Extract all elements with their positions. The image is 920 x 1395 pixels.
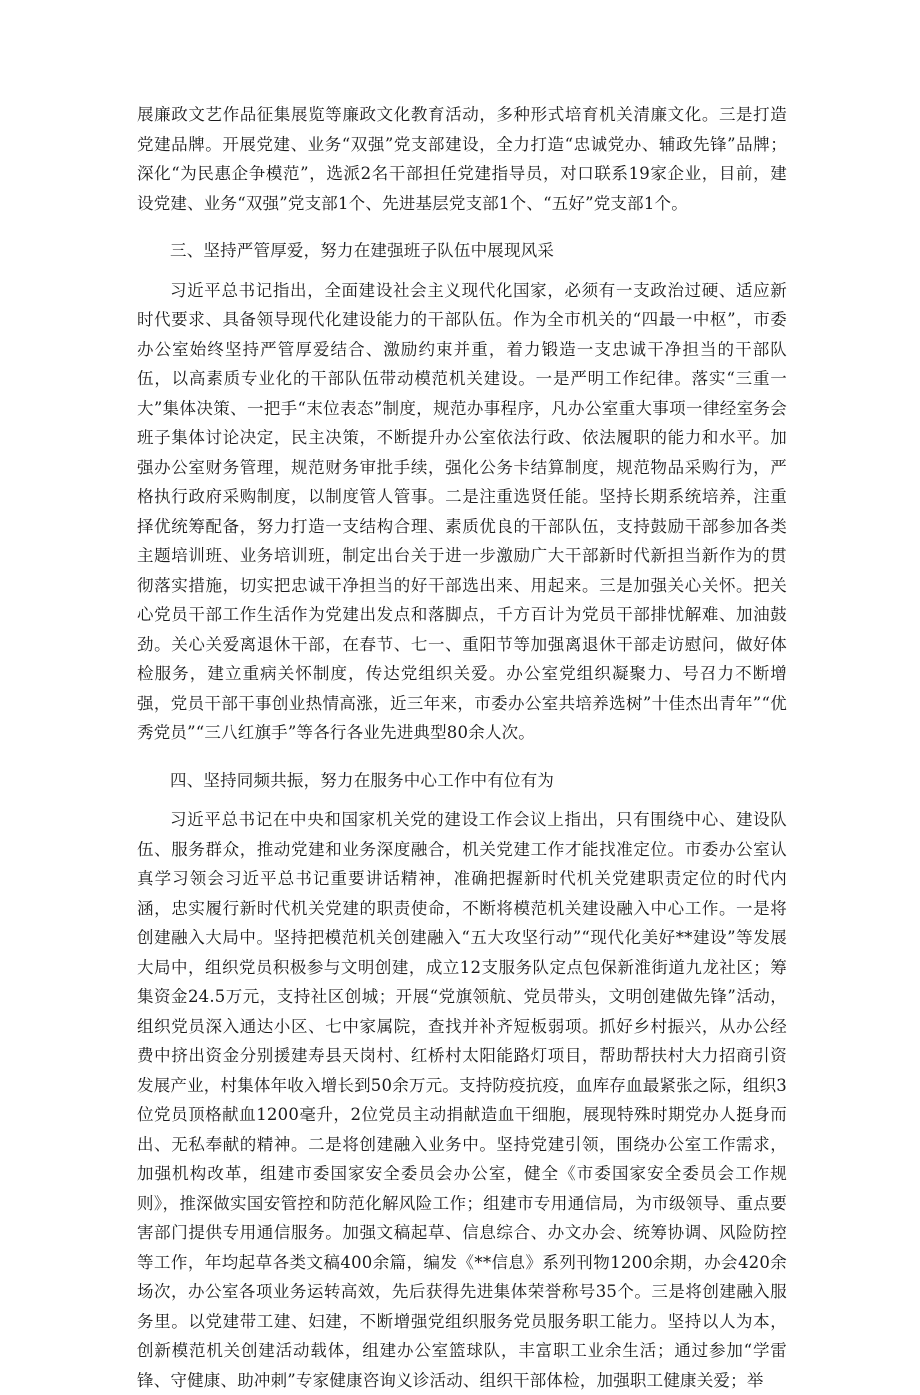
section-heading-three: 三、坚持严管厚爱，努力在建强班子队伍中展现风采 bbox=[170, 241, 555, 260]
paragraph-continuation: 展廉政文艺作品征集展览等廉政文化教育活动，多种形式培育机关清廉文化。三是打造党建品牌。开展党建、业务“双强”党支部建设，全力打造“忠诚党办、辅政先锋”品牌；深化“为民惠企争模范”，选派2名干部担任党建指导员，对口联系19家企业，目前，建设党建、业务“双强”党支部1个、先进基层党支部1个、“五好”党支部1个。 bbox=[137, 105, 787, 213]
document-page bbox=[137, 100, 787, 1395]
paragraph-section-three: 习近平总书记指出，全面建设社会主义现代化国家，必须有一支政治过硬、适应新时代要求、具备领导现代化建设能力的干部队伍。作为全市机关的“四最一中枢”，市委办公室始终坚持严管厚爱结合、激励约束并重，着力锻造一支忠诚干净担当的干部队伍，以高素质专业化的干部队伍带动模范机关建设。一是严明工作纪律。落实“三重一大”集体决策、一把手“末位表态”制度，规范办事程序，凡办公室重大事项一律经室务会班子集体讨论决定，民主决策，不断提升办公室依法行政、依法履职的能力和水平。加强办公室财务管理，规范财务审批手续，强化公务卡结算制度，规范物品采购行为，严格执行政府采购制度，以制度管人管事。二是注重选贤任能。坚持长期系统培养，注重择优统筹配备，努力打造一支结构合理、素质优良的干部队伍，支持鼓励干部参加各类主题培训班、业务培训班，制定出台关于进一步激励广大干部新时代新担当新作为的贯彻落实措施，切实把忠诚干净担当的好干部选出来、用起来。三是加强关心关怀。把关心党员干部工作生活作为党建出发点和落脚点，千方百计为党员干部排忧解难、加油鼓劲。关心关爱离退休干部，在春节、七一、重阳节等加强离退休干部走访慰问，做好体检服务，建立重病关怀制度，传达党组织关爱。办公室党组织凝聚力、号召力不断增强，党员干部干事创业热情高涨，近三年来，市委办公室共培养选树”十佳杰出青年”“优秀党员”“三八红旗手”等各行各业先进典型80余人次。 bbox=[137, 280, 787, 742]
paragraph-section-four: 习近平总书记在中央和国家机关党的建设工作会议上指出，只有围绕中心、建设队伍、服务群众，推动党建和业务深度融合，机关党建工作才能找准定位。市委办公室认真学习领会习近平总书记重要讲话精神，准确把握新时代机关党建职责定位的时代内涵，忠实履行新时代机关党建的职责使命，不断将模范机关建设融入中心工作。一是将创建融入大局中。坚持把模范机关创建融入“五大攻坚行动”“现代化美好**建设”等发展大局中，组织党员积极参与文明创建，成立12支服务队定点包保新淮街道九龙社区；筹集资金24.5万元，支持社区创城；开展“党旗领航、党员带头，文明创建做先锋”活动，组织党员深入通达小区、七中家属院，查找并补齐短板弱项。抓好乡村振兴，从办公经费中挤出资金分别援建寿县天岗村、红桥村太阳能路灯项目，帮助帮扶村大力招商引资发展产业，村集体年收入增长到50余万元。支持防疫抗疫，血库存血最紧张之际，组织3位党员顶格献血1200毫升，2位党员主动捐献造血干细胞，展现特殊时期党办人挺身而出、无私奉献的精神。二是将创建融入业务中。坚持党建引领，围绕办公室工作需求，加强机构改革，组建市委国家安全委员会办公室，健全《市委国家安全委员会工作规则》，推深做实国安管控和防范化解风险工作；组建市专用通信局，为市级领导、重点要害部门提供专用通信服务。加强文稿起草、信息综合、办文办会、统筹协调、风险防控等工作，年均起草各类文稿400余篇，编发《**信息》系列刊物1200余期，办会420余场次，办公室各项业务运转高效，先后获得先进集体荣誉称号35个。三是将创建融入服务里。以党建带工建、妇建，不断增强党组织服务党员服务职工能力。坚持以人为本，创新模范机关创建活动载体，组建办公室篮球队，丰富职工业余生活；通过参加“学雷锋、守健康、助冲刺”专家健康咨询义诊活动、组织干部体检，加强职工健康关爱；举 bbox=[137, 810, 787, 1390]
section-heading-four: 四、坚持同频共振，努力在服务中心工作中有位有为 bbox=[170, 770, 555, 790]
